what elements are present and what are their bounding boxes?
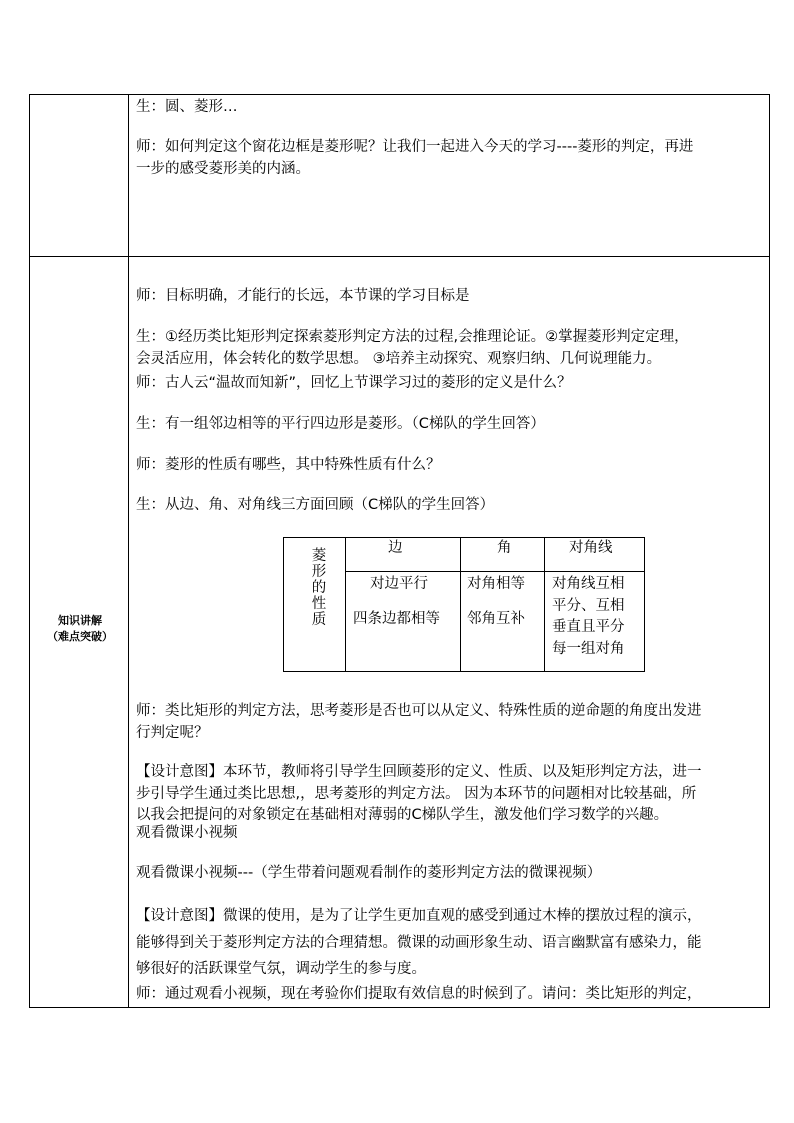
row1-line-1: 生：圆、菱形… (136, 99, 238, 115)
property-row-label-char: 形 (311, 564, 327, 580)
section-label-title: 知识讲解 (58, 614, 102, 627)
header-diagonal: 对角线 (569, 540, 613, 556)
section-label-subtitle: （难点突破） (47, 630, 113, 643)
row2-line-3: 会灵活应用，体会转化的数学思想。 ③培养主动探究、观察归纳、几何说理能力。 (136, 351, 662, 367)
row2-line-1: 师：目标明确，才能行的长远，本节课的学习目标是 (136, 288, 470, 304)
diagonal-cell-2: 平分、互相 (552, 598, 625, 614)
property-row-label-char: 的 (311, 580, 327, 596)
property-row-label-char: 菱 (311, 548, 327, 564)
diagonal-cell-4: 每一组对角 (552, 641, 625, 657)
row2-line-2: 生：①经历类比矩形判定探索菱形判定方法的过程,会推理论证。②掌握菱形判定定理， (136, 329, 689, 345)
property-table-border-left (283, 537, 284, 672)
table-column-divider (128, 94, 129, 1008)
row2-line-18: 师：通过观看小视频，现在考验你们提取有效信息的时候到了。请问：类比矩形的判定， (136, 986, 702, 1002)
side-cell-1: 对边平行 (370, 576, 428, 592)
property-table-border-bottom (283, 671, 645, 672)
property-table-col-2 (460, 537, 461, 672)
property-row-label (309, 548, 329, 628)
table-row-divider (29, 256, 770, 257)
angle-cell-1: 对角相等 (467, 576, 525, 592)
property-table-border-right (644, 537, 645, 672)
diagonal-cell-3: 垂直且平分 (552, 619, 625, 635)
section-label (36, 613, 124, 645)
property-table-col-3 (544, 537, 545, 672)
property-row-label-char: 质 (311, 612, 327, 628)
header-side: 边 (388, 540, 403, 556)
table-border-left (29, 94, 30, 1008)
row2-line-10: 【设计意图】本环节，教师将引导学生回顾菱形的定义、性质、以及矩形判定方法，进一 (136, 764, 702, 780)
row2-line-15: 【设计意图】微课的使用，是为了让学生更加直观的感受到通过木棒的摆放过程的演示， (136, 908, 702, 924)
row1-line-3: 一步的感受菱形美的内涵。 (136, 161, 310, 177)
row2-line-4: 师：古人云“温故而知新”，回忆上节课学习过的菱形的定义是什么？ (136, 375, 572, 391)
row2-line-16: 能够得到关于菱形判定方法的合理猜想。微课的动画形象生动、语言幽默富有感染力，能 (136, 935, 702, 951)
row2-line-5: 生：有一组邻边相等的平行四边形是菱形。（C梯队的学生回答） (136, 416, 545, 432)
row2-line-17: 够很好的活跃课堂气氛，调动学生的参与度。 (136, 961, 426, 977)
table-border-right (769, 94, 770, 1008)
property-table-header-divider (345, 571, 645, 572)
row2-line-14: 观看微课小视频---（学生带着问题观看制作的菱形判定方法的微课视频） (136, 865, 602, 881)
row2-line-9: 行判定呢？ (136, 725, 209, 741)
row1-line-2: 师：如何判定这个窗花边框是菱形呢？让我们一起进入今天的学习----菱形的判定，再进 (136, 139, 694, 155)
diagonal-cell-1: 对角线互相 (552, 576, 625, 592)
property-row-label-char: 性 (311, 596, 327, 612)
table-border-top (29, 94, 770, 95)
row2-line-11: 步引导学生通过类比思想,，思考菱形的判定方法。 因为本环节的问题相对比较基础，所 (136, 786, 697, 802)
table-border-bottom (29, 1007, 770, 1008)
row2-line-6: 师：菱形的性质有哪些，其中特殊性质有什么？ (136, 457, 441, 473)
row2-line-12: 以我会把提问的对象锁定在基础相对薄弱的C梯队学生，激发他们学习数学的兴趣。 (136, 807, 669, 823)
row2-line-13: 观看微课小视频 (136, 825, 238, 841)
header-angle: 角 (497, 540, 512, 556)
property-table-col-1 (345, 537, 346, 672)
row2-line-7: 生：从边、角、对角线三方面回顾（C梯队的学生回答） (136, 497, 495, 513)
row2-line-8: 师：类比矩形的判定方法，思考菱形是否也可以从定义、特殊性质的逆命题的角度出发进 (136, 703, 702, 719)
side-cell-2: 四条边都相等 (353, 611, 440, 627)
angle-cell-2: 邻角互补 (467, 611, 525, 627)
